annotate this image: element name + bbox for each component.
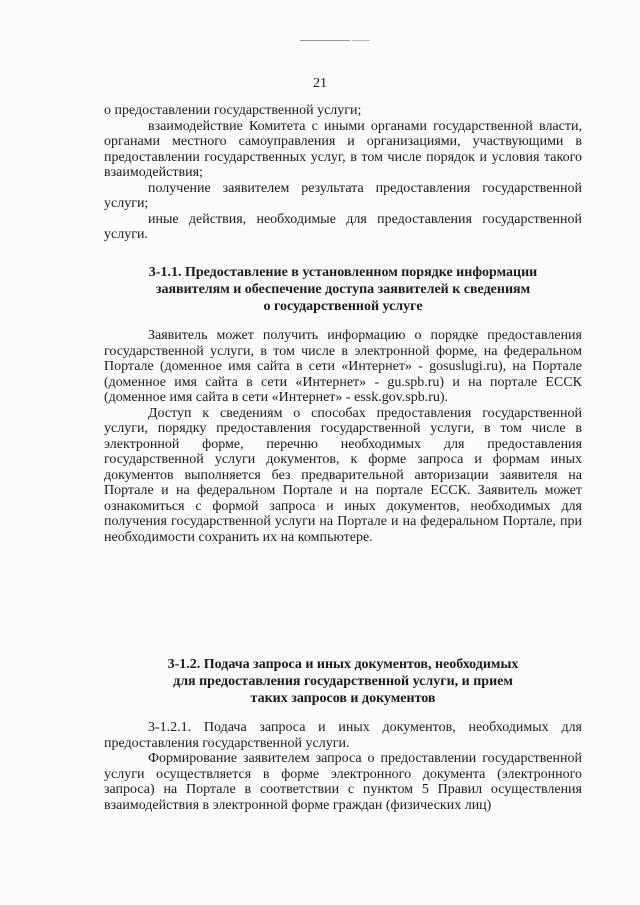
heading-line: 3-1.1. Предоставление в установленном порядке информации bbox=[148, 265, 538, 280]
paragraph: Заявитель может получить информацию о порядке предоставления государственной услуги, в том числе в электронной форме, на федеральном Портале (доменное имя сайта в сети «Интернет» - gosuslugi.ru), на Портале (доменное имя сайта в сети «Интернет» - gu.spb.ru) и на портале ЕССК (доменное имя сайта в сети «Интернет» - essk.gov.spb.ru). bbox=[104, 328, 582, 405]
paragraph: о предоставлении государственной услуги; bbox=[104, 103, 362, 118]
page-number: 21 bbox=[313, 76, 327, 91]
heading-line: таких запросов и документов bbox=[250, 691, 436, 706]
paragraph-block-2 bbox=[104, 328, 582, 545]
paragraph: 3-1.2.1. Подача запроса и иных документов, необходимых для предоставления государственной услуги. bbox=[104, 720, 582, 751]
paragraph: взаимодействие Комитета с иными органами государственной власти, органами местного самоуправления и организациями, участвующими в предоставлении государственных услуг, в том числе порядок и условия такого взаимодействия; bbox=[104, 118, 582, 180]
heading-line: о государственной услуге bbox=[263, 299, 423, 314]
scan-artifact-line bbox=[352, 40, 370, 41]
section-heading-3-1-2 bbox=[104, 656, 582, 707]
paragraph: Доступ к сведениям о способах предоставления государственной услуги, порядку предоставления государственной услуги, в том числе в электронной форме, перечню необходимых для предоставления государственной услуги документов, к форме запроса и формам иных документов выполняется без предварительной авторизации заявителя на Портале и на федеральном Портале и на портале ЕССК. Заявитель может ознакомиться с формой запроса и иных документов, необходимых для получения государственной услуги на Портале и на федеральном Портале, при необходимости сохранить их на компьютере. bbox=[104, 405, 582, 545]
section-heading-3-1-1 bbox=[104, 264, 582, 315]
heading-line: для предоставления государственной услуги, и прием bbox=[173, 674, 513, 689]
paragraph: получение заявителем результата предоставления государственной услуги; bbox=[104, 180, 582, 211]
scan-artifact-line bbox=[300, 40, 350, 41]
paragraph: Формирование заявителем запроса о предоставлении государственной услуги осуществляется в форме электронного документа (электронного запроса) на Портале в соответствии с пунктом 5 Правил осуществления взаимодействия в электронной форме граждан (физических лиц) bbox=[104, 751, 582, 813]
heading-line: 3-1.2. Подача запроса и иных документов, необходимых bbox=[167, 657, 519, 672]
paragraph-block-3 bbox=[104, 720, 582, 813]
paragraph-block-1 bbox=[104, 103, 582, 243]
paragraph: иные действия, необходимые для предоставления государственной услуги. bbox=[104, 211, 582, 242]
heading-line: заявителям и обеспечение доступа заявителей к сведениям bbox=[155, 282, 531, 297]
